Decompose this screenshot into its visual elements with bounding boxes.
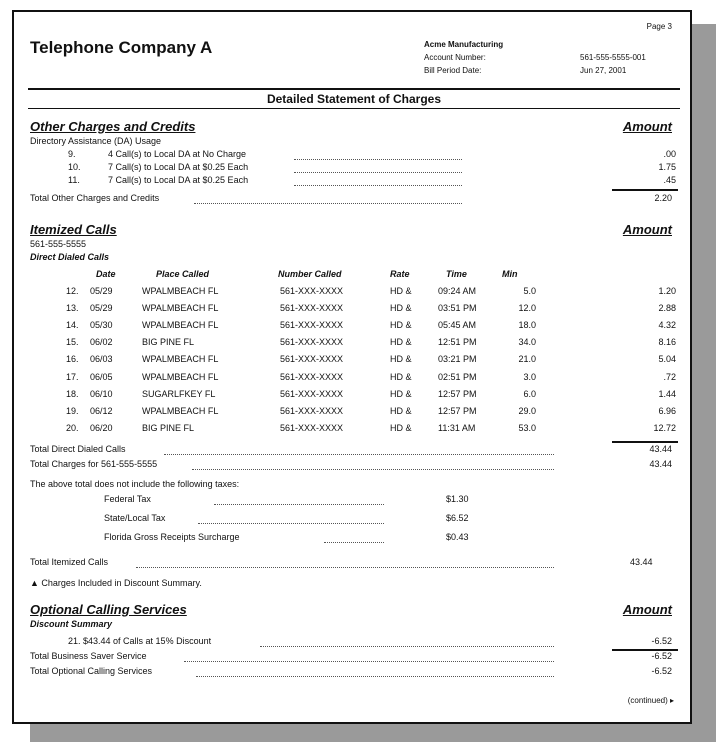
call-place: WPALMBEACH FL <box>142 286 219 296</box>
call-time: 11:31 AM <box>438 422 476 433</box>
call-place: BIG PINE FL <box>142 422 195 433</box>
call-date: 05/29 <box>90 303 113 314</box>
total-ocs-value: -6.52 <box>651 666 672 676</box>
optional-services-header: Optional Calling Services <box>30 602 187 617</box>
call-number-dialed: 561-XXX-XXXX <box>280 286 344 296</box>
call-number: 12. <box>66 286 79 296</box>
call-row <box>14 423 694 437</box>
call-amount: 6.96 <box>658 405 676 416</box>
discount-item-value: -6.52 <box>651 636 672 646</box>
itemized-phone: 561-555-5555 <box>30 239 87 249</box>
call-amount: 1.44 <box>658 388 676 399</box>
call-rate: HD & <box>390 371 412 382</box>
leader-dots <box>324 542 384 543</box>
call-rate: HD & <box>390 354 412 365</box>
statement-page <box>12 10 692 724</box>
call-place: SUGARLFKEY FL <box>142 388 216 399</box>
leader-dots <box>196 676 554 677</box>
leader-dots <box>214 504 384 505</box>
tax-value: $1.30 <box>446 494 469 504</box>
call-number: 17. <box>66 371 79 382</box>
discount-note: ▲ Charges Included in Discount Summary. <box>30 578 202 588</box>
call-place: WPALMBEACH FL <box>142 354 219 365</box>
call-date: 05/29 <box>90 286 113 296</box>
other-subtotal-rule <box>612 189 678 191</box>
continued-link[interactable]: (continued) ▸ <box>627 696 674 705</box>
call-time: 03:51 PM <box>438 303 477 314</box>
total-itemized-label: Total Itemized Calls <box>30 557 109 567</box>
col-number: Number Called <box>278 269 342 279</box>
call-number-dialed: 561-XXX-XXXX <box>280 303 344 314</box>
total-itemized-value: 43.44 <box>630 557 653 567</box>
call-time: 09:24 AM <box>438 286 477 296</box>
call-row <box>14 372 694 386</box>
tax-label: State/Local Tax <box>104 513 166 523</box>
other-charge-row <box>14 162 694 176</box>
total-charges-value: 43.44 <box>649 459 672 469</box>
leader-dots <box>198 523 384 524</box>
call-place: WPALMBEACH FL <box>142 303 219 314</box>
call-number-dialed: 561-XXX-XXXX <box>280 337 344 348</box>
tax-value: $6.52 <box>446 513 469 523</box>
call-amount: 2.88 <box>658 303 676 314</box>
total-charges-label: Total Charges for 561-555-5555 <box>30 459 158 469</box>
call-minutes: 29.0 <box>518 405 536 416</box>
call-minutes: 5.0 <box>523 286 536 296</box>
call-minutes: 12.0 <box>518 303 536 314</box>
customer-name: Acme Manufacturing <box>424 40 504 49</box>
call-place: WPALMBEACH FL <box>142 320 219 331</box>
tax-row <box>14 532 694 546</box>
call-number-dialed: 561-XXX-XXXX <box>280 405 344 416</box>
call-amount: 12.72 <box>653 422 676 433</box>
call-number-dialed: 561-XXX-XXXX <box>280 371 344 382</box>
call-amount: 5.04 <box>658 354 676 365</box>
call-time: 12:57 PM <box>438 405 477 416</box>
calls-column-headers <box>14 269 694 283</box>
total-other-label: Total Other Charges and Credits <box>30 193 160 203</box>
leader-dots <box>164 454 554 455</box>
call-minutes: 21.0 <box>518 354 536 365</box>
call-row <box>14 337 694 351</box>
tax-note: The above total does not include the following taxes: <box>30 479 240 489</box>
leader-dots <box>184 661 554 662</box>
item-amount: .45 <box>663 175 676 185</box>
call-minutes: 53.0 <box>518 422 536 433</box>
call-minutes: 34.0 <box>518 337 536 348</box>
item-number: 9. <box>68 149 76 159</box>
call-date: 06/20 <box>90 422 113 433</box>
call-amount: .72 <box>663 371 676 382</box>
col-time: Time <box>446 269 467 279</box>
call-row <box>14 286 694 300</box>
item-number: 10. <box>68 162 81 172</box>
leader-dots <box>192 469 554 470</box>
bill-period-value: Jun 27, 2001 <box>580 66 627 75</box>
call-row <box>14 320 694 334</box>
page-number: Page 3 <box>646 22 672 31</box>
leader-dots <box>294 172 462 173</box>
call-number: 18. <box>66 388 79 399</box>
call-rate: HD & <box>390 303 412 314</box>
item-description: 7 Call(s) to Local DA at $0.25 Each <box>108 162 249 172</box>
call-number: 15. <box>66 337 79 348</box>
item-description: 7 Call(s) to Local DA at $0.25 Each <box>108 175 249 185</box>
other-charges-header: Other Charges and Credits <box>30 119 196 134</box>
bill-period-label: Bill Period Date: <box>424 66 482 75</box>
call-row <box>14 406 694 420</box>
total-ocs-label: Total Optional Calling Services <box>30 666 153 676</box>
call-amount: 1.20 <box>658 286 676 296</box>
call-date: 06/03 <box>90 354 113 365</box>
call-minutes: 3.0 <box>523 371 536 382</box>
call-number-dialed: 561-XXX-XXXX <box>280 320 344 331</box>
leader-dots <box>294 159 462 160</box>
call-number-dialed: 561-XXX-XXXX <box>280 422 344 433</box>
calls-subtotal-rule <box>612 441 678 443</box>
leader-dots <box>294 185 462 186</box>
call-row <box>14 354 694 368</box>
call-time: 05:45 AM <box>438 320 477 331</box>
call-date: 06/02 <box>90 337 113 348</box>
call-rate: HD & <box>390 320 412 331</box>
call-date: 06/12 <box>90 405 113 416</box>
amount-header-itemized: Amount <box>622 222 672 237</box>
call-rate: HD & <box>390 405 412 416</box>
tax-row <box>14 494 694 508</box>
call-time: 02:51 PM <box>438 371 477 382</box>
call-time: 12:57 PM <box>438 388 477 399</box>
tax-label: Florida Gross Receipts Surcharge <box>104 532 240 542</box>
company-name: Telephone Company A <box>30 38 213 57</box>
total-bs-value: -6.52 <box>651 651 672 661</box>
call-row <box>14 389 694 403</box>
total-direct-value: 43.44 <box>649 444 672 454</box>
call-amount: 4.32 <box>658 320 676 331</box>
leader-dots <box>260 646 554 647</box>
call-number-dialed: 561-XXX-XXXX <box>280 354 344 365</box>
call-date: 06/10 <box>90 388 113 399</box>
call-place: WPALMBEACH FL <box>142 405 219 416</box>
title-divider <box>28 108 680 109</box>
call-rate: HD & <box>390 286 412 296</box>
item-amount: 1.75 <box>658 162 676 172</box>
amount-header-optional: Amount <box>622 602 672 617</box>
total-other-value: 2.20 <box>654 193 672 203</box>
call-number: 14. <box>66 320 79 331</box>
col-date: Date <box>96 269 116 279</box>
da-usage-label: Directory Assistance (DA) Usage <box>30 136 162 146</box>
call-time: 12:51 PM <box>438 337 477 348</box>
header-divider <box>28 88 680 90</box>
call-amount: 8.16 <box>658 337 676 348</box>
leader-dots <box>136 567 554 568</box>
total-direct-label: Total Direct Dialed Calls <box>30 444 126 454</box>
item-number: 11. <box>68 175 80 185</box>
call-rate: HD & <box>390 422 412 433</box>
account-label: Account Number: <box>424 53 486 62</box>
account-value: 561-555-5555-001 <box>580 53 646 62</box>
col-min: Min <box>502 269 518 279</box>
col-place: Place Called <box>156 269 210 279</box>
itemized-calls-header: Itemized Calls <box>30 222 117 237</box>
call-number: 13. <box>66 303 79 314</box>
item-amount: .00 <box>663 149 676 159</box>
call-number: 16. <box>66 354 79 365</box>
call-date: 05/30 <box>90 320 113 331</box>
call-rate: HD & <box>390 388 412 399</box>
item-description: 4 Call(s) to Local DA at No Charge <box>108 149 247 159</box>
amount-header-other: Amount <box>622 119 672 134</box>
discount-summary-label: Discount Summary <box>30 619 113 629</box>
other-charge-row <box>14 175 694 189</box>
tax-row <box>14 513 694 527</box>
call-number-dialed: 561-XXX-XXXX <box>280 388 344 399</box>
call-row <box>14 303 694 317</box>
direct-dialed-label: Direct Dialed Calls <box>30 252 110 262</box>
total-bs-label: Total Business Saver Service <box>30 651 147 661</box>
col-rate: Rate <box>390 269 410 279</box>
tax-value: $0.43 <box>446 532 469 542</box>
call-rate: HD & <box>390 337 412 348</box>
call-date: 06/05 <box>90 371 113 382</box>
call-place: WPALMBEACH FL <box>142 371 219 382</box>
statement-title: Detailed Statement of Charges <box>266 92 442 106</box>
call-number: 19. <box>66 405 79 416</box>
call-minutes: 6.0 <box>523 388 536 399</box>
leader-dots <box>194 203 462 204</box>
call-minutes: 18.0 <box>518 320 536 331</box>
other-charge-row <box>14 149 694 163</box>
call-number: 20. <box>66 422 79 433</box>
call-time: 03:21 PM <box>438 354 477 365</box>
discount-item-label: 21. $43.44 of Calls at 15% Discount <box>68 636 212 646</box>
tax-label: Federal Tax <box>104 494 151 504</box>
call-place: BIG PINE FL <box>142 337 195 348</box>
